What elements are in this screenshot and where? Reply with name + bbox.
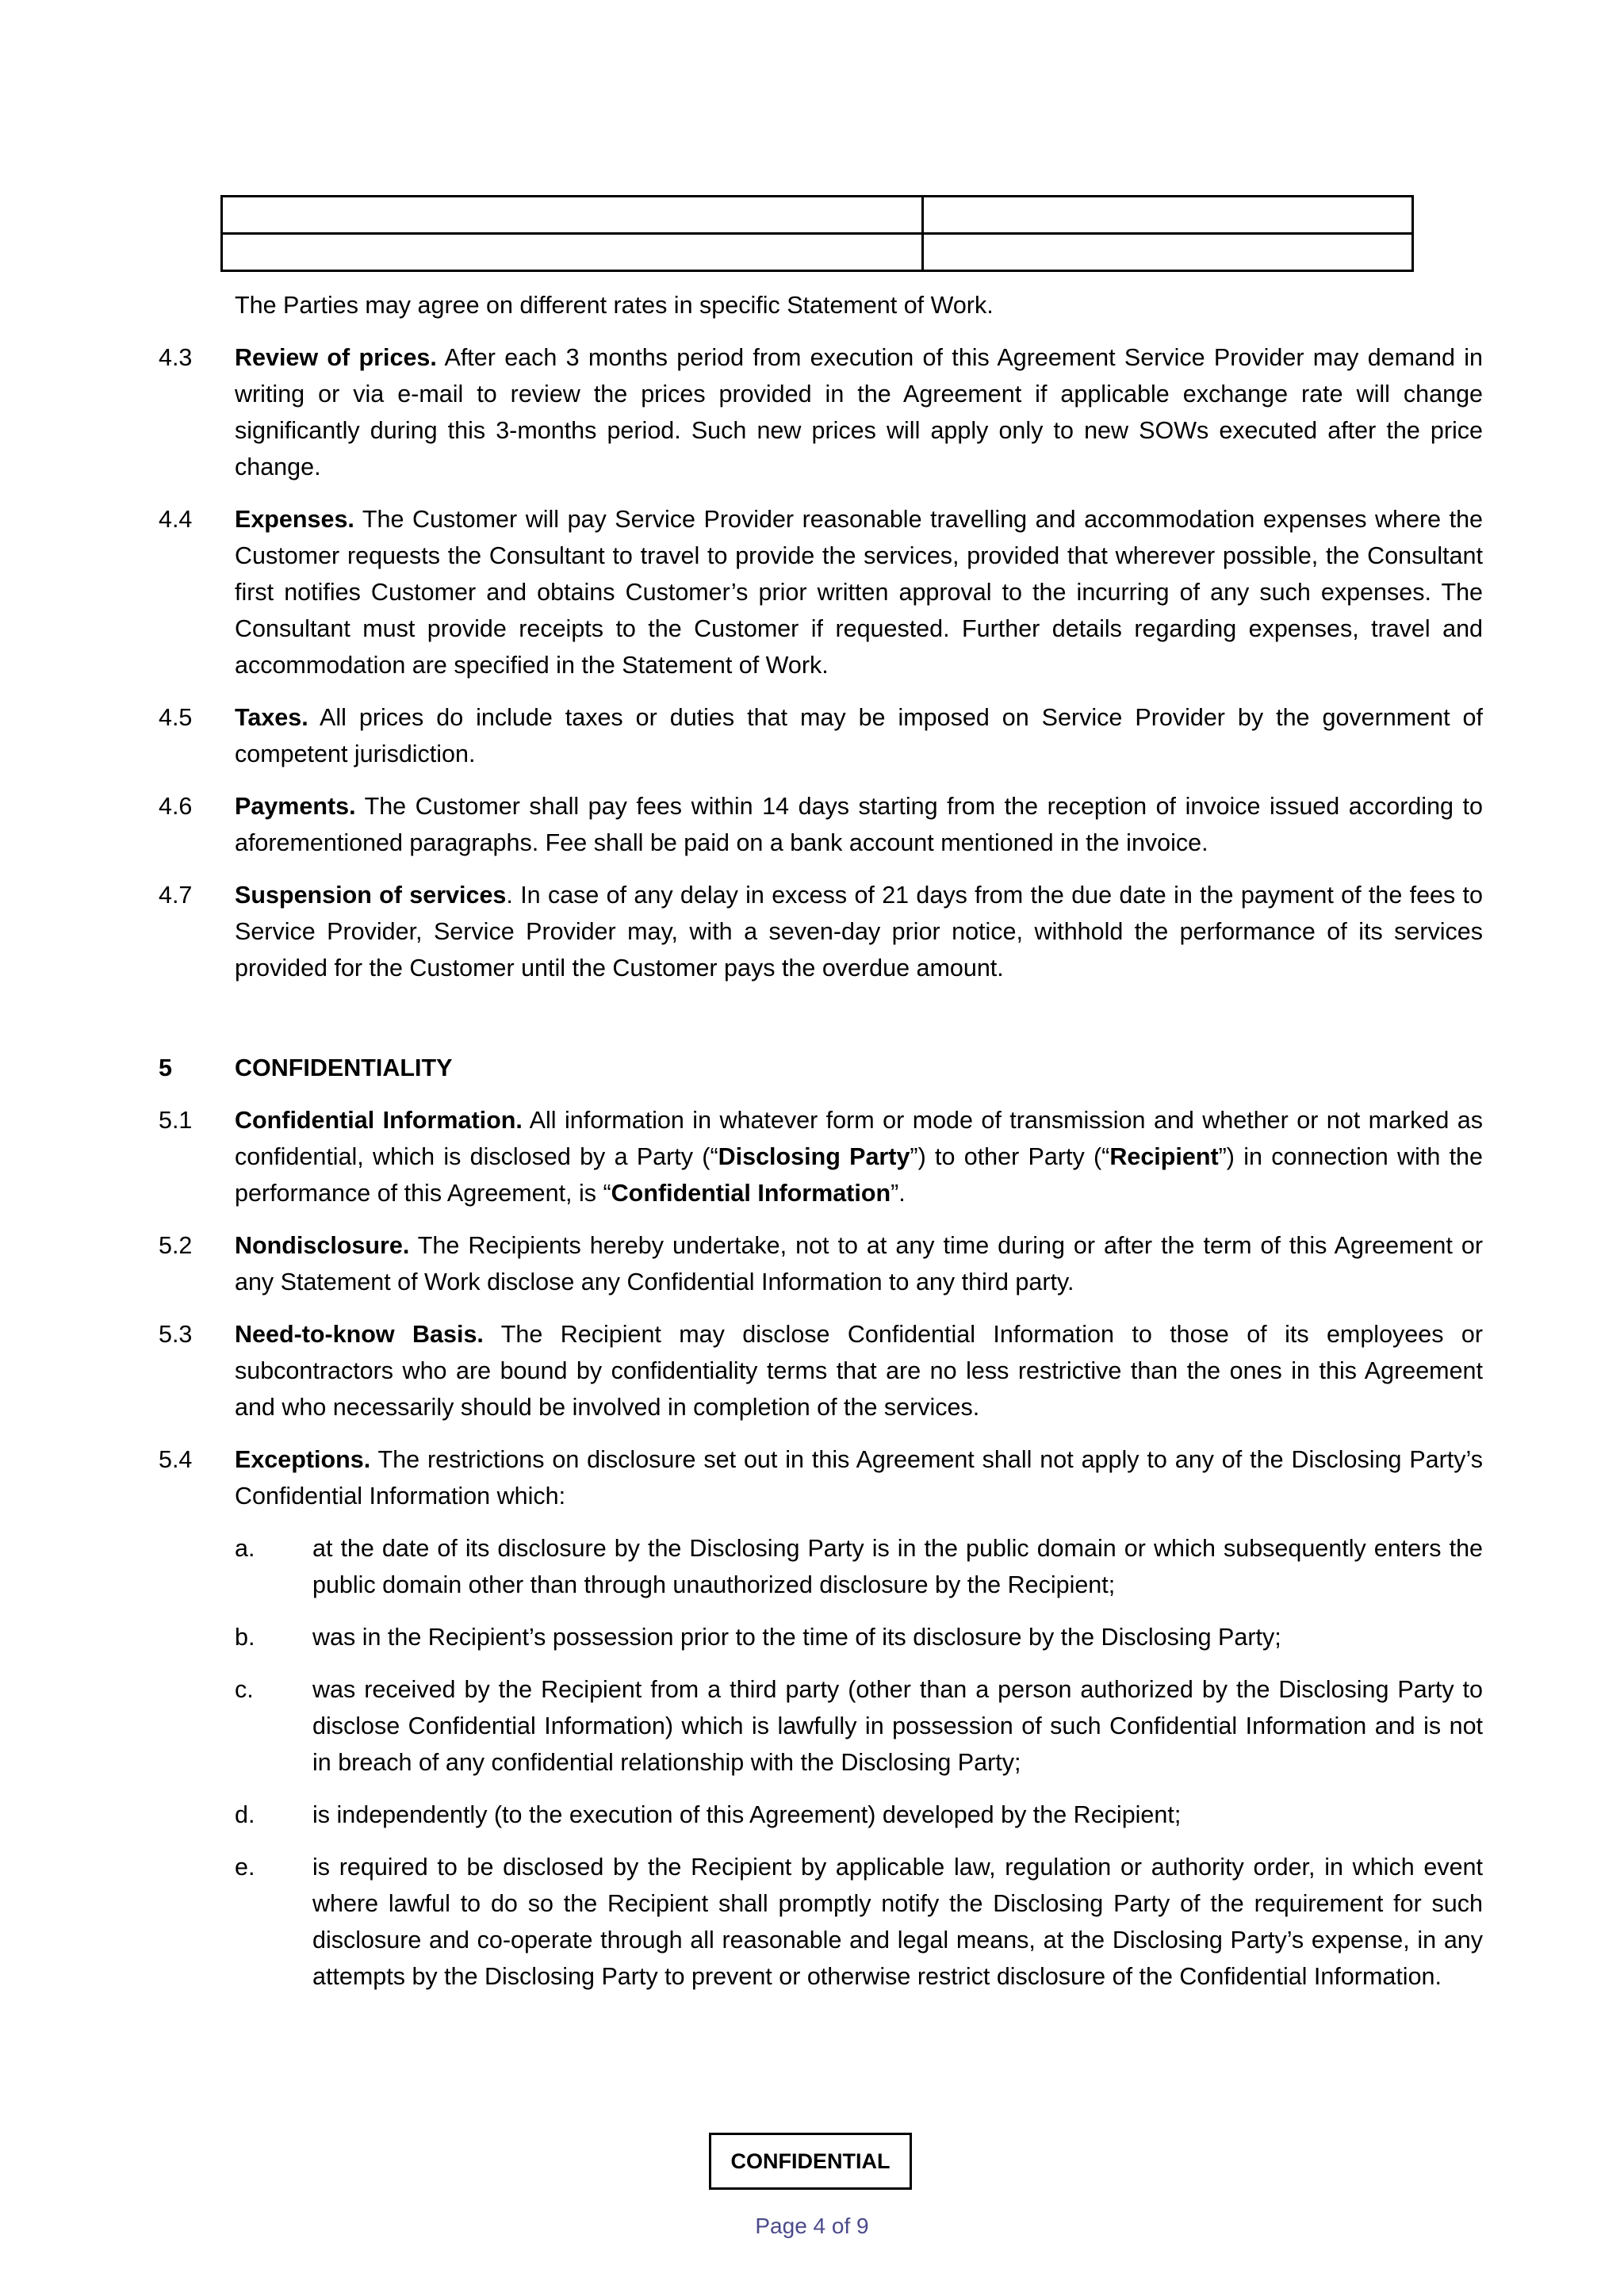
clause-5-3 — [159, 1316, 1483, 1425]
list-item — [235, 1849, 1483, 1995]
clause-4-6 — [159, 788, 1483, 861]
list-item — [235, 1619, 1483, 1655]
list-text: at the date of its disclosure by the Disclosing Party is in the public domain or which subsequently enters the public domain other than through unauthorized disclosure by the Recipient; — [312, 1535, 1483, 1598]
table-row — [222, 197, 1413, 234]
clause-5-4 — [159, 1441, 1483, 1514]
list-text: is independently (to the execution of this Agreement) developed by the Recipient; — [312, 1801, 1182, 1828]
clause-5-2 — [159, 1227, 1483, 1300]
list-text: is required to be disclosed by the Recipient by applicable law, regulation or authority order, in which event where lawful to do so the Recipient shall promptly notify the Disclosing Party of the requirement for such disclosure and co-operate through all reasonable and legal means, at the Disclosing Party’s expense, in any attempts by the Disclosing Party to prevent or otherwise restrict disclosure of the Confidential Information. — [312, 1854, 1483, 1990]
clause-4-7 — [159, 877, 1483, 986]
clause-title: Taxes. — [235, 704, 308, 731]
section-number: 5 — [159, 1054, 172, 1081]
defined-term: Confidential Information — [611, 1180, 891, 1207]
list-item — [235, 1530, 1483, 1603]
list-text: was in the Recipient’s possession prior to the time of its disclosure by the Disclosing Party; — [312, 1624, 1281, 1651]
defined-term: Recipient — [1109, 1143, 1219, 1170]
list-letter: a. — [235, 1535, 255, 1562]
clause-title: Confidential Information. — [235, 1107, 523, 1134]
list-letter: d. — [235, 1801, 255, 1828]
rate-table — [220, 195, 1414, 272]
clause-number: 5.3 — [159, 1321, 193, 1348]
clause-text: All prices do include taxes or duties that may be imposed on Service Provider by the government of competent jurisdiction. — [235, 704, 1483, 767]
clause-text: The Recipients hereby undertake, not to at any time during or after the term of this Agreement or any Statement of Work disclose any Confidential Information to any third party. — [235, 1232, 1483, 1295]
table-cell — [222, 234, 923, 271]
defined-term: Disclosing Party — [718, 1143, 910, 1170]
clause-number: 4.5 — [159, 704, 193, 731]
clause-text: After each 3 months period from execution of this Agreement Service Provider may demand in writing or via e-mail to review the prices provided in the Agreement if applicable exchange rate will change significantly during this 3-months period. Such new prices will apply only to new SOWs executed after the price change. — [235, 344, 1483, 480]
list-text: was received by the Recipient from a third party (other than a person authorized by the Disclosing Party to disclose Confidential Information) which is lawfully in possession of such Confidential Information and is not in breach of any confidential relationship with the Disclosing Party; — [312, 1676, 1483, 1776]
clause-title: Exceptions. — [235, 1446, 371, 1473]
rates-note: The Parties may agree on different rates in specific Statement of Work. — [235, 292, 994, 319]
clause-number: 5.2 — [159, 1232, 193, 1259]
clause-title: Review of prices. — [235, 344, 437, 371]
clause-title: Need-to-know Basis. — [235, 1321, 484, 1348]
page-number: Page 4 of 9 — [755, 2214, 869, 2238]
section-heading — [159, 1050, 1483, 1086]
clause-text: The restrictions on disclosure set out in this Agreement shall not apply to any of the Disclosing Party’s Confidential Information which: — [235, 1446, 1483, 1510]
clause-text: The Customer shall pay fees within 14 days starting from the reception of invoice issued according to aforementioned paragraphs. Fee shall be paid on a bank account mentioned in the invoice. — [235, 793, 1483, 856]
clause-4-4 — [159, 501, 1483, 683]
section-title: CONFIDENTIALITY — [235, 1054, 453, 1081]
clause-4-3 — [159, 339, 1483, 485]
clause-number: 4.4 — [159, 506, 193, 533]
clause-title: Nondisclosure. — [235, 1232, 410, 1259]
list-item — [235, 1671, 1483, 1781]
table-row — [222, 234, 1413, 271]
clause-title: Payments. — [235, 793, 356, 820]
clause-number: 4.6 — [159, 793, 193, 820]
clause-number: 5.4 — [159, 1446, 193, 1473]
clause-text: The Recipient may disclose Confidential Information to those of its employees or subcontractors who are bound by confidentiality terms that are no less restrictive than the ones in this Agreement and who necessarily should be involved in completion of the services. — [235, 1321, 1483, 1421]
clause-title: Suspension of services — [235, 882, 507, 909]
table-cell — [222, 197, 923, 234]
clause-4-5 — [159, 699, 1483, 772]
confidential-label: CONFIDENTIAL — [709, 2133, 912, 2190]
table-cell — [923, 197, 1413, 234]
clause-text: . In case of any delay in excess of 21 days from the due date in the payment of the fees to Service Provider, Service Provider may, with a seven-day prior notice, withhold the performance of its services provided for the Customer until the Customer pays the overdue amount. — [235, 882, 1483, 982]
list-letter: c. — [235, 1676, 254, 1703]
clause-number: 4.7 — [159, 882, 193, 909]
list-item — [235, 1797, 1483, 1833]
document-body — [159, 287, 1483, 2011]
clause-number: 4.3 — [159, 344, 193, 371]
clause-text: The Customer will pay Service Provider reasonable travelling and accommodation expenses where the Customer requests the Consultant to travel to provide the services, provided that wherever possible, the Consultant first notifies Customer and obtains Customer’s prior written approval to the incurring of any such expenses. The Consultant must provide receipts to the Customer if requested. Further details regarding expenses, travel and accommodation are specified in the Statement of Work. — [235, 506, 1483, 679]
clause-number: 5.1 — [159, 1107, 193, 1134]
list-letter: e. — [235, 1854, 255, 1881]
list-letter: b. — [235, 1624, 255, 1651]
table-cell — [923, 234, 1413, 271]
clause-5-1: 5.1 Confidential Information. All information in whatever form or mode of transmission and whether or not marked as confidential, which is disclosed by a Party (“Disclosing Party”) to other Party (“Recipient”) in connection with the performance of this Agreement, is “Confidential Information”. — [159, 1102, 1483, 1211]
clause-title: Expenses. — [235, 506, 354, 533]
